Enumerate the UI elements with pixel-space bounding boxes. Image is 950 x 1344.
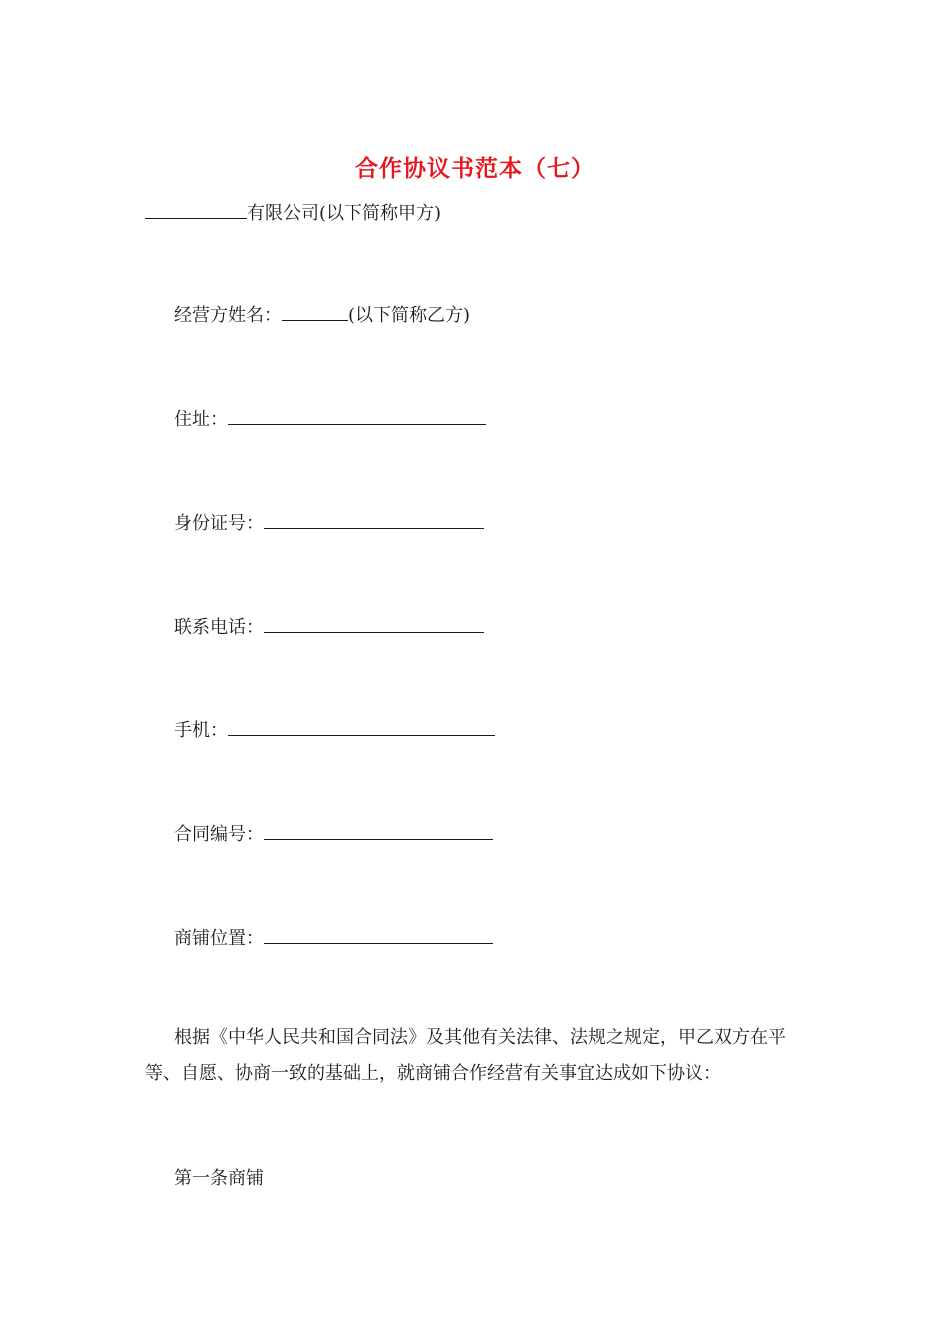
- address-line: [174, 406, 486, 433]
- id-number-blank[interactable]: [264, 510, 484, 529]
- party-a-line: [145, 200, 441, 227]
- address-label: 住址：: [174, 409, 228, 430]
- shop-location-blank[interactable]: [264, 925, 493, 944]
- address-blank[interactable]: [228, 406, 486, 425]
- shop-location-line: [174, 925, 493, 952]
- mobile-blank[interactable]: [228, 717, 495, 736]
- phone-label: 联系电话：: [174, 617, 264, 638]
- phone-blank[interactable]: [264, 614, 484, 633]
- party-a-blank[interactable]: [145, 200, 247, 219]
- contract-number-blank[interactable]: [264, 821, 493, 840]
- shop-location-label: 商铺位置：: [174, 928, 264, 949]
- preamble-paragraph: 根据《中华人民共和国合同法》及其他有关法律、法规之规定，甲乙双方在平等、自愿、协商一致的基础上，就商铺合作经营有关事宜达成如下协议：: [145, 1027, 786, 1084]
- party-b-suffix: (以下简称乙方): [348, 305, 471, 326]
- contract-number-line: [174, 821, 493, 848]
- contract-number-label: 合同编号：: [174, 824, 264, 845]
- mobile-label: 手机：: [174, 720, 228, 741]
- mobile-line: [174, 717, 495, 744]
- id-number-label: 身份证号：: [174, 513, 264, 534]
- party-b-line: [174, 302, 470, 329]
- id-number-line: [174, 510, 484, 537]
- party-b-name-blank[interactable]: [282, 302, 348, 321]
- document-title: 合作协议书范本（七）: [355, 155, 595, 182]
- phone-line: [174, 614, 484, 641]
- party-a-text: 有限公司(以下简称甲方): [247, 203, 442, 224]
- party-b-label: 经营方姓名：: [174, 305, 282, 326]
- article-1-heading: 第一条商铺: [174, 1168, 264, 1189]
